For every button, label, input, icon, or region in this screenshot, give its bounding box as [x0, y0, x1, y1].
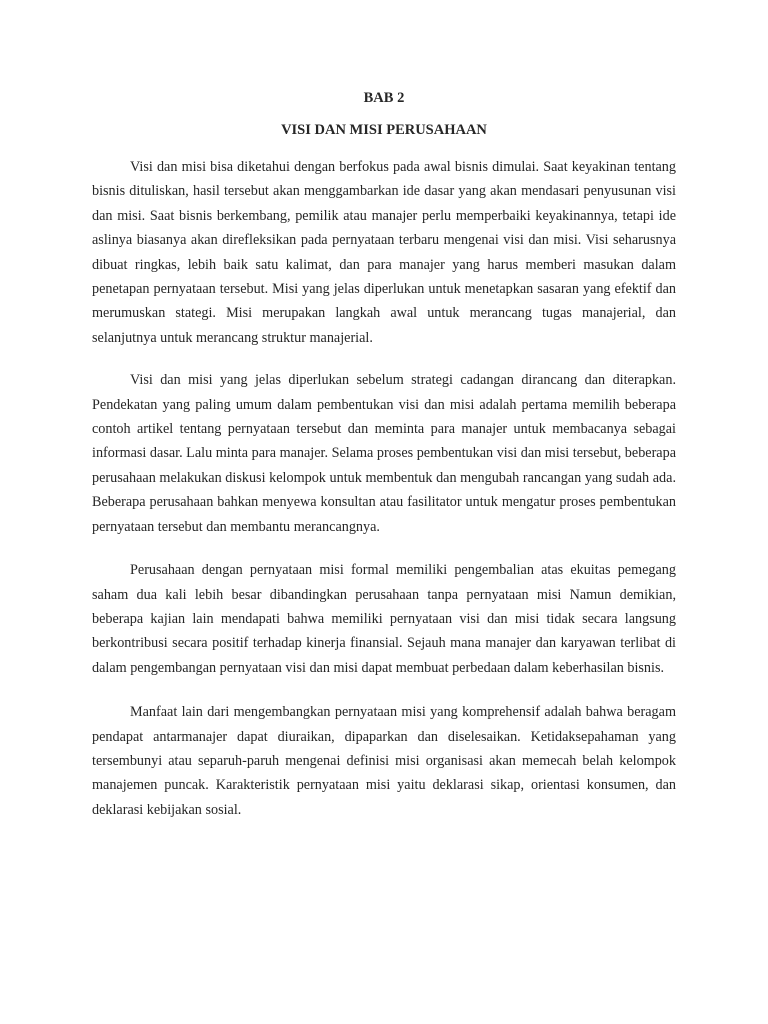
- paragraph-1: Visi dan misi bisa diketahui dengan berfokus pada awal bisnis dimulai. Saat keyakinan tentang bisnis dituliskan, hasil tersebut akan menggambarkan ide dasar yang akan mendasari penyusunan visi dan misi. Saat bisnis berkembang, pemilik atau manajer perlu memperbaiki keyakinannya, tetapi ide aslinya biasanya akan direfleksikan pada pernyataan terbaru mengenai visi dan misi. Visi seharusnya dibuat ringkas, lebih baik satu kalimat, dan para manajer yang harus memberi masukan dalam penetapan pernyataan tersebut. Misi yang jelas diperlukan untuk menetapkan sasaran yang efektif dan merumuskan stategi. Misi merupakan langkah awal untuk merancang tugas manajerial, dan selanjutnya untuk merancang struktur manajerial.: [92, 159, 676, 346]
- chapter-title: VISI DAN MISI PERUSAHAAN: [281, 122, 487, 138]
- paragraph-3: Perusahaan dengan pernyataan misi formal memiliki pengembalian atas ekuitas pemegang saham dua kali lebih besar dibandingkan perusahaan tanpa pernyataan misi Namun demikian, beberapa kajian lain mendapati bahwa memiliki pernyataan visi dan misi tidak secara langsung berkontribusi secara positif terhadap kinerja finansial. Sejauh mana manajer dan karyawan terlibat di dalam pengembangan pernyataan visi dan misi dapat membuat perbedaan dalam keberhasilan bisnis.: [92, 562, 676, 676]
- chapter-heading: BAB 2: [363, 90, 405, 106]
- paragraph-4: Manfaat lain dari mengembangkan pernyataan misi yang komprehensif adalah bahwa beragam pendapat antarmanajer dapat diuraikan, dipaparkan dan diselesaikan. Ketidaksepahaman yang tersembunyi atau separuh-paruh mengenai definisi misi organisasi akan memecah belah kelompok manajemen puncak. Karakteristik pernyataan misi yaitu deklarasi sikap, orientasi konsumen, dan deklarasi kebijakan sosial.: [92, 704, 676, 818]
- paragraph-2: Visi dan misi yang jelas diperlukan sebelum strategi cadangan dirancang dan diterapkan. Pendekatan yang paling umum dalam pembentukan visi dan misi adalah pertama memilih beberapa contoh artikel tentang pernyataan tersebut dan meminta para manajer untuk membacanya sebagai informasi dasar. Lalu minta para manajer. Selama proses pembentukan visi dan misi tersebut, beberapa perusahaan melakukan diskusi kelompok untuk membentuk dan mengubah rancangan yang sudah ada. Beberapa perusahaan bahkan menyewa konsultan atau fasilitator untuk mengatur proses pembentukan pernyataan tersebut dan membantu merancangnya.: [92, 372, 676, 535]
- page-content: [92, 88, 676, 822]
